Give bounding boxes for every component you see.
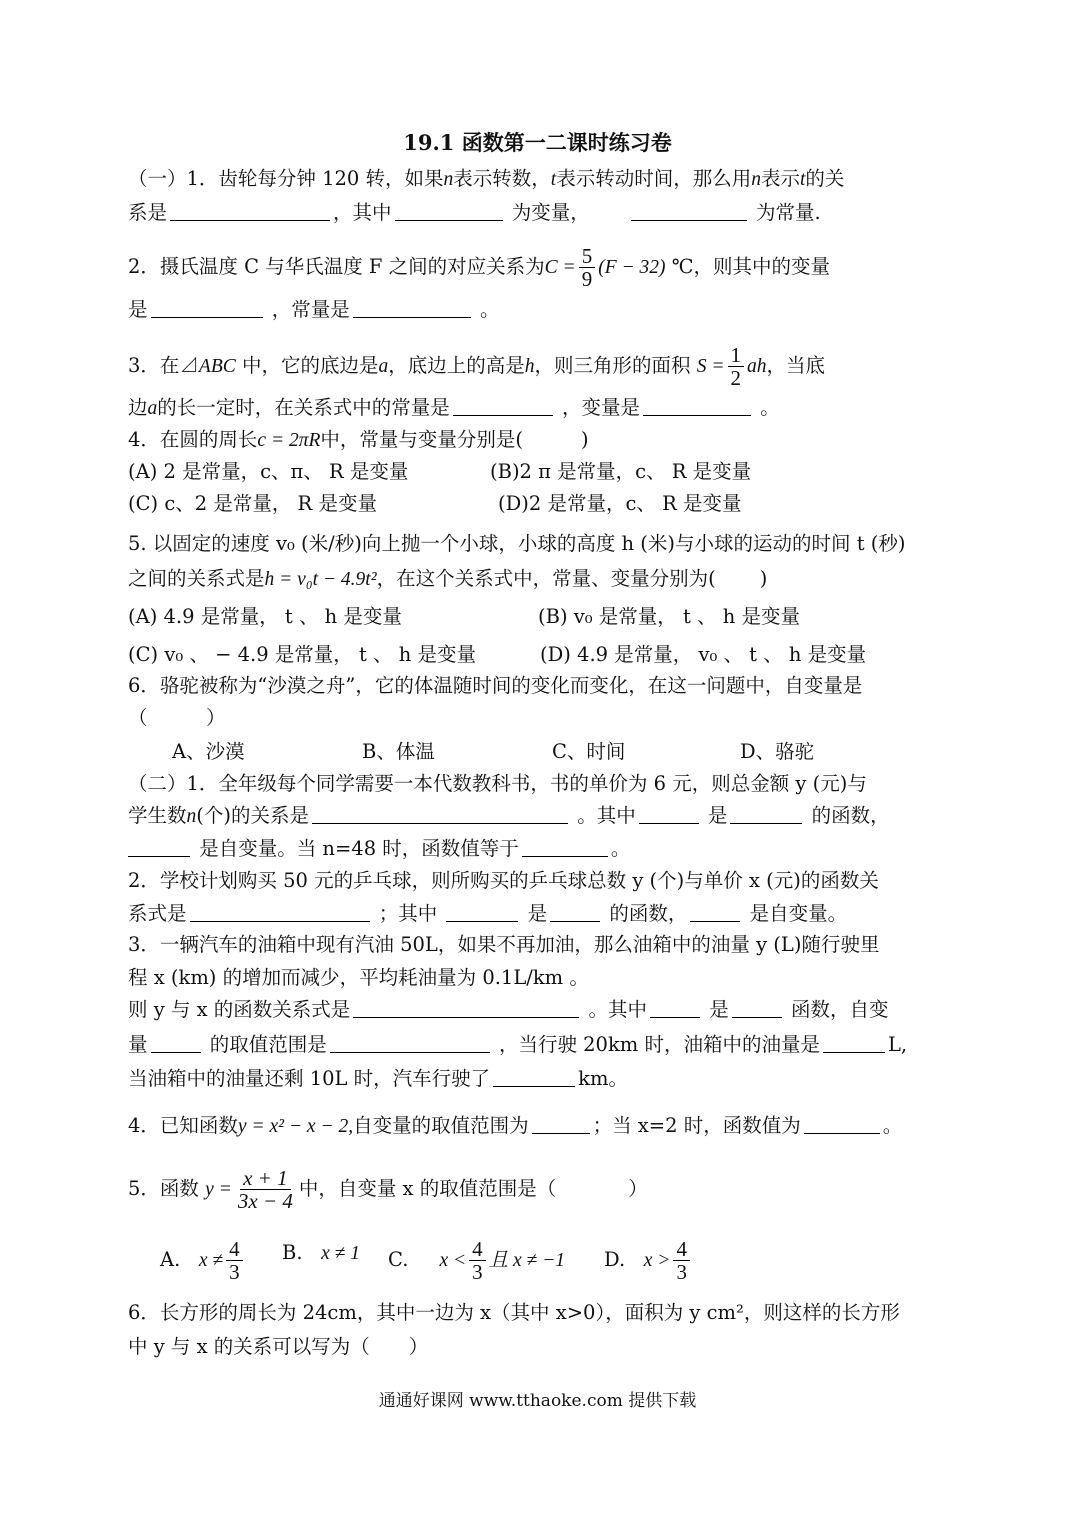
answer-blank[interactable] [493, 1066, 575, 1087]
p2-q6-line2: 中 y 与 x 的关系可以写为（ ） [128, 1335, 429, 1358]
text: 是自变量。 [749, 902, 848, 925]
var-n: n [751, 169, 761, 190]
option-label: D. [604, 1248, 626, 1271]
p2-q6-line1: 6．长方形的周长为 24cm，其中一边为 x（其中 x>0），面积为 y cm²，则这样的长方形 [128, 1301, 900, 1324]
formula: x ≠ [198, 1250, 224, 1271]
text: 。 [610, 837, 631, 860]
p1-q5-option-d[interactable]: (D) 4.9 是常量， v₀ 、 t 、 h 是变量 [540, 643, 867, 666]
answer-blank[interactable] [151, 1032, 201, 1053]
text: 5．函数 [128, 1177, 199, 1200]
text: 。 [882, 1114, 903, 1137]
option-label: C. [388, 1248, 409, 1271]
p1-q6-option-b[interactable]: B、体温 [362, 740, 435, 763]
p1-q3-line1 [128, 344, 825, 389]
formula: S = [696, 356, 725, 377]
p1-q6-line1: 6．骆驼被称为“沙漠之舟”，它的体温随时间的变化而变化，在这一问题中，自变量是 [128, 674, 863, 697]
var-a: a [147, 398, 158, 419]
answer-blank[interactable] [128, 836, 190, 857]
text: ，当底 [766, 354, 826, 377]
text: 边 [128, 396, 148, 419]
text: 的函数， [609, 902, 688, 925]
p2-q1-line2 [128, 801, 890, 832]
answer-blank[interactable] [650, 997, 700, 1018]
text: 4．在圆的周长 [128, 428, 258, 451]
text: ，其中 [333, 201, 392, 224]
p1-q6-line2: （ ） [128, 706, 226, 729]
answer-blank[interactable] [353, 997, 579, 1018]
text: 表示转数， [453, 167, 551, 190]
answer-blank[interactable] [823, 1032, 885, 1053]
text: 的取值范围是 [209, 1033, 327, 1056]
worksheet-title: 19.1 函数第一二课时练习卷 [403, 130, 672, 155]
text: 量 [128, 1033, 148, 1056]
answer-blank[interactable] [730, 803, 802, 824]
p1-q5-option-a[interactable]: (A) 4.9 是常量， t 、 h 是变量 [128, 605, 402, 628]
denominator: 2 [730, 366, 742, 390]
option-label: A. [160, 1248, 181, 1271]
text: 是自变量。当 n=48 时，函数值等于 [199, 837, 519, 860]
answer-blank[interactable] [353, 297, 471, 318]
text: 是 [709, 998, 729, 1021]
var-abc: ABC [198, 356, 236, 377]
denominator: 3 [229, 1260, 240, 1284]
p2-q2-line1: 2．学校计划购买 50 元的乒乓球，则所购买的乒乓球总数 y (个)与单价 x (元)的函数关 [128, 869, 879, 892]
text: 系式是 [128, 902, 187, 925]
answer-blank[interactable] [312, 803, 568, 824]
text: ；当 x=2 时，函数值为 [592, 1114, 801, 1137]
text: 的长一定时，在关系式中的常量是 [157, 396, 450, 419]
text: ，当行驶 20km 时，油箱中的油量是 [498, 1033, 820, 1056]
numerator: 4 [469, 1238, 486, 1261]
fraction-function [235, 1167, 296, 1212]
answer-blank[interactable] [550, 901, 600, 922]
text: 为常量. [755, 201, 821, 224]
formula: x > [643, 1250, 671, 1271]
answer-blank[interactable] [190, 901, 370, 922]
text: L, [887, 1033, 908, 1056]
var-n: n [443, 169, 454, 190]
text: (个)的关系是 [196, 804, 309, 827]
answer-blank[interactable] [170, 200, 330, 221]
answer-blank[interactable] [643, 395, 751, 416]
option-label: B. [282, 1241, 303, 1264]
text: 是 [527, 902, 548, 925]
text: 学生数 [128, 804, 187, 827]
answer-blank[interactable] [732, 997, 782, 1018]
fraction-1-2 [728, 344, 745, 389]
answer-blank[interactable] [532, 1113, 590, 1134]
text: ） [628, 1177, 648, 1200]
p2-q3-line1: 3．一辆汽车的油箱中现有汽油 50L，如果不再加油，那么油箱中的油量 y (L)随行驶里 [128, 933, 880, 956]
text: ，常量是 [271, 298, 350, 321]
answer-blank[interactable] [330, 1032, 490, 1053]
page-footer: 通通好课网 www.tthaoke.com 提供下载 [378, 1391, 697, 1411]
p2-q5-option-a[interactable] [160, 1238, 246, 1283]
p1-q1-line2 [128, 198, 821, 228]
formula: c = 2πR [257, 430, 321, 451]
text: ，变量是 [561, 396, 640, 419]
text: 则 y 与 x 的函数关系式是 [128, 998, 351, 1021]
text: 自变量的取值范围为 [353, 1114, 529, 1137]
formula: ah [747, 356, 767, 377]
p2-q2-line2 [128, 899, 847, 929]
fraction-4-3 [469, 1238, 486, 1283]
text: 函数，自变 [790, 998, 889, 1021]
p1-q6-option-d[interactable]: D、骆驼 [740, 740, 815, 763]
p2-q5-stem [128, 1167, 648, 1212]
text: 的函数， [811, 804, 890, 827]
formula: x ≠ 1 [321, 1243, 360, 1264]
answer-blank[interactable] [395, 200, 503, 221]
text: 。其中 [588, 998, 648, 1021]
text: 3．在⊿ [128, 354, 199, 377]
var-t: t [550, 169, 557, 190]
p2-q3-line5 [128, 1064, 628, 1094]
p1-q5-option-b[interactable]: (B) v₀ 是常量， t 、 h 是变量 [538, 605, 800, 628]
answer-blank[interactable] [522, 836, 608, 857]
p2-q5-option-c[interactable] [388, 1238, 565, 1283]
p1-q1-line1 [128, 164, 844, 195]
formula: h = v₀t − 4.9t² [264, 569, 377, 590]
var-h: h [524, 356, 535, 377]
var-a: a [378, 356, 389, 377]
answer-blank[interactable] [690, 901, 740, 922]
numerator: 1 [728, 344, 745, 367]
p2-q1-line1: （二）1．全年级每个同学需要一本代数教科书，书的单价为 6 元，则总金额 y (元)与 [128, 772, 867, 795]
text: 表示 [760, 167, 800, 190]
formula: C = [544, 257, 576, 278]
p1-q5-line2 [128, 564, 767, 595]
p1-q6-option-c[interactable]: C、时间 [552, 740, 626, 763]
answer-blank[interactable] [151, 297, 263, 318]
text: ，则三角形的面积 [534, 354, 691, 377]
formula: y = [205, 1179, 232, 1200]
p2-q5-option-b[interactable] [282, 1238, 360, 1269]
denominator: 3 [472, 1260, 483, 1284]
p1-q5-option-c[interactable]: (C) v₀ 、 − 4.9 是常量， t 、 h 是变量 [128, 643, 477, 666]
p1-q4-option-d[interactable]: (D)2 是常量，c、 R 是变量 [498, 492, 742, 515]
text: ) [759, 567, 768, 590]
var-n: n [186, 806, 197, 827]
denominator: 3 [676, 1260, 687, 1284]
text: 为变量， [511, 201, 590, 224]
text: 系是 [128, 201, 168, 224]
p1-q4-stem [128, 425, 589, 456]
text: 当油箱中的油量还剩 10L 时，汽车行驶了 [128, 1067, 491, 1090]
text: 的关 [805, 167, 845, 190]
p2-q3-line4 [128, 1030, 907, 1060]
text: 2．摄氏温度 C 与华氏温度 F 之间的对应关系为 [128, 255, 545, 278]
text: （一）1．齿轮每分钟 120 转，如果 [128, 167, 444, 190]
numerator: 5 [579, 245, 596, 268]
var-t: t [800, 169, 806, 190]
text: 4．已知函数 [128, 1114, 238, 1137]
text: 。 [479, 298, 500, 321]
p1-q4-option-b[interactable]: (B)2 π 是常量，c、 R 是变量 [490, 460, 752, 483]
text: ) [581, 428, 589, 451]
text: 是 [128, 298, 148, 321]
p2-q1-line3 [128, 834, 630, 864]
text: 之间的关系式是 [128, 567, 265, 590]
answer-blank[interactable] [453, 395, 553, 416]
text: 表示转动时间，那么用 [556, 167, 752, 190]
fraction-5-9 [579, 245, 596, 290]
answer-blank[interactable] [446, 901, 518, 922]
text: ；其中 [378, 902, 438, 925]
fraction-4-3 [673, 1238, 690, 1283]
fraction-4-3 [226, 1238, 243, 1283]
text: ，底边上的高是 [388, 354, 525, 377]
numerator: 4 [673, 1238, 690, 1261]
p1-q2-line1 [128, 245, 830, 290]
formula: (F − 32) [598, 257, 666, 278]
p2-q4-stem [128, 1111, 902, 1142]
p1-q3-line2 [128, 393, 780, 424]
numerator: x + 1 [240, 1167, 291, 1190]
answer-blank[interactable] [639, 803, 699, 824]
answer-blank[interactable] [804, 1113, 880, 1134]
answer-blank[interactable] [631, 200, 747, 221]
formula: 且 x ≠ −1 [488, 1250, 566, 1271]
text: 中，自变量 x 的取值范围是（ [298, 1177, 557, 1200]
p2-q3-line2: 程 x (km) 的增加而减少，平均耗油量为 0.1L/km 。 [128, 966, 589, 989]
p2-q3-line3 [128, 995, 888, 1025]
p1-q4-option-a[interactable]: (A) 2 是常量，c、π、 R 是变量 [128, 460, 409, 483]
formula: y = x² − x − 2, [237, 1116, 354, 1137]
text: 中，常量与变量分别是( [320, 428, 524, 451]
text: ℃，则其中的变量 [671, 255, 831, 278]
text: 。 [760, 396, 780, 419]
text: 是 [707, 804, 728, 827]
denominator: 9 [581, 267, 593, 291]
formula: x < [439, 1250, 467, 1271]
text: km。 [578, 1067, 628, 1090]
p1-q5-line1: 5. 以固定的速度 v₀ (米/秒)向上抛一个小球，小球的高度 h (米)与小球的运动的时间 t (秒) [128, 532, 906, 555]
p1-q4-option-c[interactable]: (C) c、2 是常量， R 是变量 [128, 492, 377, 515]
p1-q6-option-a[interactable]: A、沙漠 [172, 740, 245, 763]
denominator: 3x − 4 [237, 1189, 293, 1213]
text: 。其中 [577, 804, 636, 827]
text: 中，它的底边是 [241, 354, 379, 377]
p1-q2-line2 [128, 295, 499, 325]
p2-q5-option-d[interactable] [604, 1238, 693, 1283]
text: ，在这个关系式中，常量、变量分别为( [376, 567, 716, 590]
numerator: 4 [226, 1238, 243, 1261]
